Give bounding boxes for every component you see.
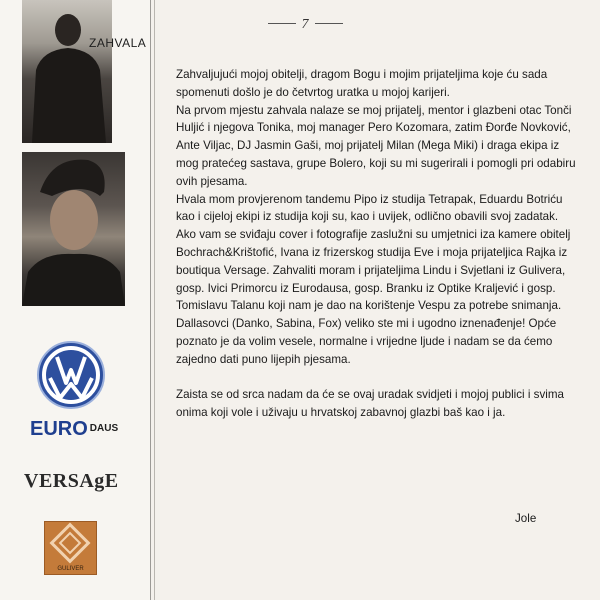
portrait-photo-bottom bbox=[22, 152, 125, 306]
paragraph-studio: Hvala mom provjerenom tandemu Pipo iz studija Tetrapak, Eduardu Botriću kao i cijeloj ekipi iz studija koji su, kao i uvijek, odlično obavili svoj zadatak. bbox=[176, 192, 563, 224]
euro-logo-text: EURO bbox=[30, 418, 88, 440]
page-number-value: 7 bbox=[301, 17, 309, 32]
paragraph-closing: Zaista se od srca nadam da će se ovaj uradak svidjeti i mojoj publici i svima onima koji vole i uživaju u hrvatskoj zabavnoj glazbi baš kao i ja. bbox=[176, 388, 564, 420]
gulliver-logo bbox=[44, 521, 97, 575]
sidebar-heading: ZAHVALA bbox=[89, 36, 147, 50]
paragraph-credits: Ako vam se sviđaju cover i fotografije zaslužni su umjetnici iza kamere obitelj Bochrach&Krištofić, Ivana iz frizerskog studija Eve i moja prijateljica Rajka iz boutiqua Versage. Zahvaliti moram i prijateljima Lindu i Svjetlani iz Gulivera, gosp. Ivici Primorcu iz Eurodausa, gosp. Branku iz Optike Kraljević i gosp. Tomislavu Talanu koji nam je dao na korištenje Vespu za potrebe snimanja. Dallasovci (Danko, Sabina, Fox) veliko ste mi i ugodno iznenađenje! Opće poznato je da volim vesele, normalne i vrijedne ljude i nadam se da ćemo zajedno dati puno lijepih pjesama. bbox=[176, 228, 571, 366]
paragraph-mentors: Na prvom mjestu zahvala nalaze se moj prijatelj, mentor i glazbeni otac Tonči Huljić i njegova Tonika, moj manager Pero Kozomara, zatim Đorđe Novković, Ante Viljac, DJ Jasmin Gaši, moj prijatelj Milan (Mega Miki) i draga ekipa iz mog pratećeg sastava, grupe Bolero, koji su mi sugerirali i pomogli pri odabiru ovih pjesama. bbox=[176, 103, 576, 188]
sidebar bbox=[0, 0, 151, 600]
acknowledgements-text bbox=[176, 66, 581, 422]
paragraph-intro: Zahvaljujući mojoj obitelji, dragom Bogu i mojim prijateljima koje ću sada spomenuti došlo je do četvrtog uratka u mojoj karijeri. bbox=[176, 68, 548, 99]
page-number-dash-right bbox=[315, 23, 343, 24]
gulliver-logo-text: GULIVER bbox=[57, 566, 84, 572]
signature: Jole bbox=[515, 512, 537, 525]
portrait-silhouette-top bbox=[22, 0, 112, 143]
paragraph-spacer bbox=[176, 369, 581, 387]
eurodaus-logo bbox=[30, 418, 118, 441]
page-number-dash-left bbox=[268, 23, 296, 24]
portrait-silhouette-bottom bbox=[22, 152, 125, 306]
portrait-photo-top bbox=[22, 0, 112, 143]
sidebar-divider bbox=[154, 0, 155, 600]
vw-logo-icon bbox=[36, 340, 106, 410]
page-number bbox=[255, 17, 355, 33]
gulliver-diamond-icon bbox=[45, 522, 96, 564]
versage-logo: VERSAgE bbox=[24, 470, 119, 492]
daus-logo-text: DAUS bbox=[89, 423, 119, 434]
